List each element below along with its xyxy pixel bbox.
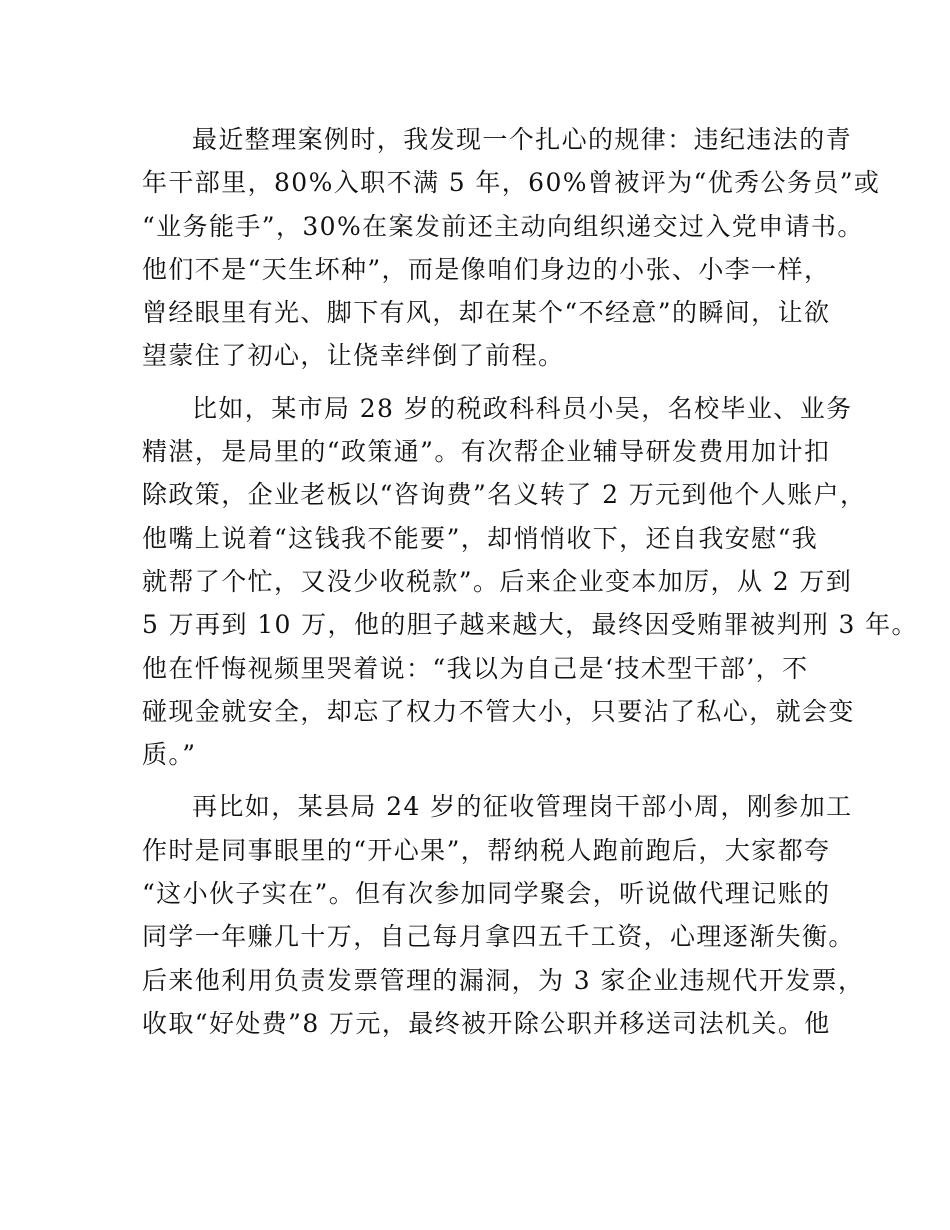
paragraph-line: 碰现金就安全，却忘了权力不管大小，只要沾了私心，就会变 (142, 696, 855, 726)
paragraph-line: 比如，某市局 28 岁的税政科科员小吴，名校毕业、业务 (192, 393, 853, 423)
document-body (142, 118, 918, 1054)
paragraph-line: 年干部里，80%入职不满 5 年，60%曾被评为“优秀公务员”或 (142, 168, 881, 198)
paragraph-line: 5 万再到 10 万，他的胆子越来越大，最终因受贿罪被判刑 3 年。 (142, 610, 918, 640)
paragraph-3 (142, 785, 865, 1045)
paragraph-line: “业务能手”，30%在案发前还主动向组织递交过入党申请书。 (142, 211, 864, 241)
paragraph-line: “这小伙子实在”。但有次参加同学聚会，听说做代理记账的 (142, 879, 831, 909)
paragraph-line: 最近整理案例时，我发现一个扎心的规律：违纪违法的青 (192, 125, 853, 154)
paragraph-line: 曾经眼里有光、脚下有风，却在某个“不经意”的瞬间，让欲 (142, 298, 831, 328)
paragraph-line: 后来他利用负责发票管理的漏洞，为 3 家企业违规代开发票， (142, 965, 865, 995)
paragraph-line: 再比如，某县局 24 岁的征收管理岗干部小周，刚参加工 (192, 792, 853, 822)
paragraph-line: 他们不是“天生坏种”，而是像咱们身边的小张、小李一样， (142, 254, 831, 284)
paragraph-line: 他在忏悔视频里哭着说：“我以为自己是‘技术型干部’，不 (142, 653, 809, 683)
paragraph-line: 作时是同事眼里的“开心果”，帮纳税人跑前跑后，大家都夸 (142, 835, 831, 865)
paragraph-line: 除政策，企业老板以“咨询费”名义转了 2 万元到他个人账户， (142, 480, 867, 510)
paragraph-line: 他嘴上说着“这钱我不能要”，却悄悄收下，还自我安慰“我 (142, 523, 819, 553)
paragraph-line: 精湛，是局里的“政策通”。有次帮企业辅导研发费用加计扣 (142, 437, 831, 467)
paragraph-1 (142, 118, 881, 378)
paragraph-line: 同学一年赚几十万，自己每月拿四五千工资，心理逐渐失衡。 (142, 922, 855, 952)
paragraph-line: 就帮了个忙，又没少收税款”。后来企业变本加厉，从 2 万到 (142, 566, 853, 596)
paragraph-line: 收取“好处费”8 万元，最终被开除公职并移送司法机关。他 (142, 1008, 831, 1038)
paragraph-2 (142, 387, 918, 777)
paragraph-line: 质。” (142, 740, 197, 770)
paragraph-line: 望蒙住了初心，让侥幸绊倒了前程。 (142, 341, 565, 371)
